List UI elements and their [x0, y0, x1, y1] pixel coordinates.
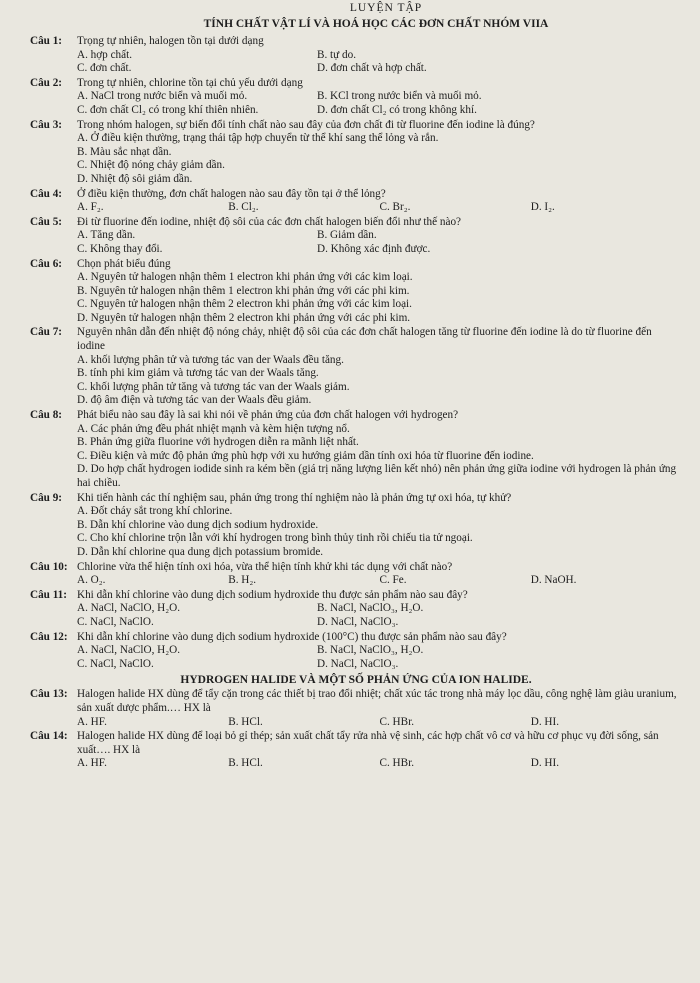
- question-item: [30, 35, 682, 76]
- answer-option: C. HBr.: [379, 715, 415, 728]
- answer-option: D. NaOH.: [530, 574, 577, 587]
- question-item: [30, 589, 682, 630]
- answer-option: B. Màu sắc nhạt dần.: [77, 145, 172, 158]
- answer-option: A. NaCl trong nước biển và muối mỏ.: [77, 90, 248, 103]
- answer-options: [77, 271, 682, 325]
- answer-option: C. Fe.: [379, 574, 407, 587]
- question-text: Nguyên nhân dẫn đến nhiệt độ nóng chảy, nhiệt độ sôi của các đơn chất halogen tăng từ fluorine đến iodine là do từ fluorine đến iodine: [77, 326, 652, 353]
- answer-option: B. Phản ứng giữa fluorine với hydrogen diễn ra mãnh liệt nhất.: [77, 436, 359, 449]
- answer-options: [77, 644, 682, 671]
- question-text: Halogen halide HX dùng để tẩy cặn trong các thiết bị trao đổi nhiệt; chất xúc tác trong nhà máy lọc dầu, công nghệ làm giàu uranium, sản xuất dược phẩm.… HX là: [77, 688, 677, 714]
- answer-option: B. Giảm dần.: [317, 229, 377, 242]
- answer-option: D. Không xác định được.: [317, 242, 431, 255]
- answer-option: A. hợp chất.: [77, 48, 133, 61]
- question-number: Câu 14:: [30, 730, 68, 743]
- answer-option: C. Điều kiện và mức độ phản ứng phù hợp với xu hướng giảm dần tính oxi hóa từ fluorine đến iodine.: [77, 449, 534, 462]
- answer-option: D. độ âm điện và tương tác van der Waals đều giảm.: [77, 394, 312, 407]
- question-number: Câu 10:: [30, 560, 68, 573]
- answer-option: B. HCl.: [228, 757, 263, 770]
- question-number: Câu 8:: [30, 409, 63, 422]
- answer-option: C. NaCl, NaClO.: [77, 657, 154, 670]
- answer-option: D. HI.: [530, 757, 560, 770]
- answer-option: B. Nguyên tử halogen nhận thêm 1 electron khi phản ứng với các phi kim.: [77, 284, 410, 297]
- answer-option: A. Ở điều kiện thường, trạng thái tập hợp chuyển từ thể khí sang thể lỏng và rắn.: [77, 132, 439, 145]
- answer-option: D. HI.: [530, 715, 560, 728]
- answer-option: B. NaCl, NaClO₃, H₂O.: [317, 644, 424, 657]
- question-text: Trọng tự nhiên, halogen tồn tại dưới dạng: [77, 35, 264, 47]
- question-item: [30, 409, 682, 491]
- question-text: Halogen halide HX dùng để loại bỏ gỉ thép; sản xuất chất tẩy rửa nhà vệ sinh, các hợp chất vô cơ và hữu cơ phục vụ đời sống, sản xuất…. HX là: [77, 730, 659, 756]
- question-item: [30, 77, 682, 118]
- question-text: Phát biểu nào sau đây là sai khi nói về phản ứng của đơn chất halogen với hydrogen?: [77, 409, 459, 422]
- answer-option: D. đơn chất Cl₂ có trong không khí.: [317, 103, 477, 116]
- answer-options: [77, 574, 682, 588]
- answer-option: C. Nguyên tử halogen nhận thêm 2 electron khi phản ứng với các kim loại.: [77, 298, 412, 311]
- question-number: Câu 13:: [30, 688, 68, 701]
- answer-option: D. NaCl, NaClO₃.: [317, 615, 399, 628]
- question-text: Khi dẫn khí chlorine vào dung dịch sodium hydroxide thu được sản phẩm nào sau đây?: [77, 588, 468, 601]
- answer-options: [77, 716, 682, 730]
- answer-options: [77, 757, 682, 771]
- answer-options: [77, 423, 682, 491]
- question-text: Khi tiến hành các thí nghiệm sau, phản ứng trong thí nghiệm nào là phản ứng tự oxi hóa, tự khử?: [77, 491, 512, 504]
- answer-option: D. Nguyên tử halogen nhận thêm 2 electron khi phản ứng với các phi kim.: [77, 311, 411, 324]
- question-number: Câu 2:: [30, 76, 63, 89]
- answer-option: A. khối lượng phân tử và tương tác van der Waals đều tăng.: [77, 353, 344, 366]
- question-number: Câu 7:: [30, 326, 63, 339]
- answer-option: C. khối lượng phân tử tăng và tương tác van der Waals giảm.: [77, 380, 350, 393]
- answer-option: B. HCl.: [228, 715, 263, 728]
- question-item: [30, 561, 682, 588]
- answer-option: D. I₂.: [530, 201, 555, 214]
- answer-option: A. O₂.: [77, 574, 106, 587]
- answer-option: A. NaCl, NaClO, H₂O.: [77, 644, 181, 657]
- worksheet-title: TÍNH CHẤT VẬT LÍ VÀ HOÁ HỌC CÁC ĐƠN CHẤT NHÓM VIIA: [203, 18, 549, 30]
- answer-option: A. Tăng dần.: [77, 229, 136, 242]
- question-item: [30, 119, 682, 187]
- question-item: [30, 730, 682, 771]
- answer-options: [77, 90, 682, 117]
- answer-option: A. Các phản ứng đều phát nhiệt mạnh và kèm hiện tượng nổ.: [77, 422, 350, 435]
- question-item: [30, 258, 682, 326]
- answer-option: B. tính phi kim giảm và tương tác van der Waals tăng.: [77, 367, 319, 380]
- answer-option: A. Nguyên tử halogen nhận thêm 1 electron khi phản ứng với các kim loại.: [77, 271, 413, 284]
- answer-options: [77, 49, 682, 76]
- answer-option: B. tự do.: [317, 48, 357, 61]
- question-text: Đi từ fluorine đến iodine, nhiệt độ sôi của các đơn chất halogen biến đổi như thế nào?: [77, 215, 462, 228]
- answer-option: B. KCl trong nước biển và muối mỏ.: [317, 90, 482, 103]
- answer-option: C. HBr.: [379, 757, 415, 770]
- answer-option: C. Cho khí chlorine trộn lẫn với khí hydrogen trong bình thủy tinh rồi chiếu tia tử ngoại.: [77, 532, 473, 545]
- answer-options: [77, 505, 682, 559]
- question-number: Câu 12:: [30, 630, 68, 643]
- answer-options: [77, 132, 682, 186]
- answer-option: A. Đốt cháy sắt trong khí chlorine.: [77, 505, 233, 518]
- answer-option: A. NaCl, NaClO, H₂O.: [77, 602, 181, 615]
- answer-option: A. F₂.: [77, 201, 104, 214]
- answer-option: A. HF.: [77, 757, 107, 770]
- answer-option: C. Không thay đổi.: [77, 242, 163, 255]
- question-list-part2: [30, 688, 682, 771]
- answer-option: B. Dẫn khí chlorine vào dung dịch sodium hydroxide.: [77, 518, 319, 531]
- question-item: [30, 492, 682, 560]
- answer-option: D. Nhiệt độ sôi giảm dần.: [77, 172, 193, 185]
- question-text: Khi dẫn khí chlorine vào dung dịch sodium hydroxide (100°C) thu được sản phẩm nào sau đây?: [77, 630, 507, 643]
- question-text: Trong nhóm halogen, sự biến đổi tính chất nào sau đây của đơn chất đi từ fluorine đến iodine là đúng?: [77, 118, 535, 131]
- question-number: Câu 3:: [30, 118, 63, 131]
- answer-options: [77, 229, 682, 256]
- answer-options: [77, 602, 682, 629]
- answer-option: D. NaCl, NaClO₃.: [317, 657, 399, 670]
- worksheet-label: LUYỆN TẬP: [349, 2, 423, 14]
- answer-options: [77, 354, 682, 408]
- question-number: Câu 9:: [30, 491, 63, 504]
- question-list-part1: [30, 35, 682, 671]
- question-text: Trong tự nhiên, chlorine tồn tại chủ yếu dưới dạng: [77, 76, 303, 89]
- answer-option: B. NaCl, NaClO₃, H₂O.: [317, 602, 424, 615]
- answer-options: [77, 201, 682, 215]
- section-heading: HYDROGEN HALIDE VÀ MỘT SỐ PHẢN ỨNG CỦA ION HALIDE.: [180, 674, 532, 687]
- question-number: Câu 5:: [30, 215, 63, 228]
- answer-option: B. Cl₂.: [228, 201, 259, 214]
- answer-option: A. HF.: [77, 715, 107, 728]
- question-number: Câu 11:: [30, 588, 67, 601]
- answer-option: C. Nhiệt độ nóng chảy giảm dần.: [77, 159, 225, 172]
- question-text: Chlorine vừa thể hiện tính oxi hóa, vừa thể hiện tính khử khi tác dụng với chất nào?: [77, 560, 453, 573]
- answer-option: C. Br₂.: [379, 201, 411, 214]
- question-item: [30, 216, 682, 257]
- answer-option: D. Dẫn khí chlorine qua dung dịch potassium bromide.: [77, 545, 324, 558]
- answer-option: C. đơn chất.: [77, 62, 132, 75]
- answer-option: C. NaCl, NaClO.: [77, 615, 154, 628]
- question-item: [30, 688, 682, 729]
- question-number: Câu 6:: [30, 257, 63, 270]
- question-number: Câu 1:: [30, 35, 63, 47]
- answer-option: C. đơn chất Cl₂ có trong khí thiên nhiên.: [77, 103, 259, 116]
- question-text: Ở điều kiện thường, đơn chất halogen nào sau đây tồn tại ở thể lỏng?: [77, 187, 386, 200]
- answer-option: D. đơn chất và hợp chất.: [317, 62, 427, 75]
- answer-option: B. H₂.: [228, 574, 257, 587]
- question-text: Chọn phát biểu đúng: [77, 257, 171, 270]
- question-item: [30, 326, 682, 408]
- answer-option: D. Do hợp chất hydrogen iodide sinh ra kém bền (giá trị năng lượng liên kết nhỏ) nên phản ứng giữa iodine với hydrogen là phản ứng hai chiều.: [77, 463, 677, 489]
- question-item: [30, 188, 682, 215]
- question-item: [30, 631, 682, 672]
- question-number: Câu 4:: [30, 187, 63, 200]
